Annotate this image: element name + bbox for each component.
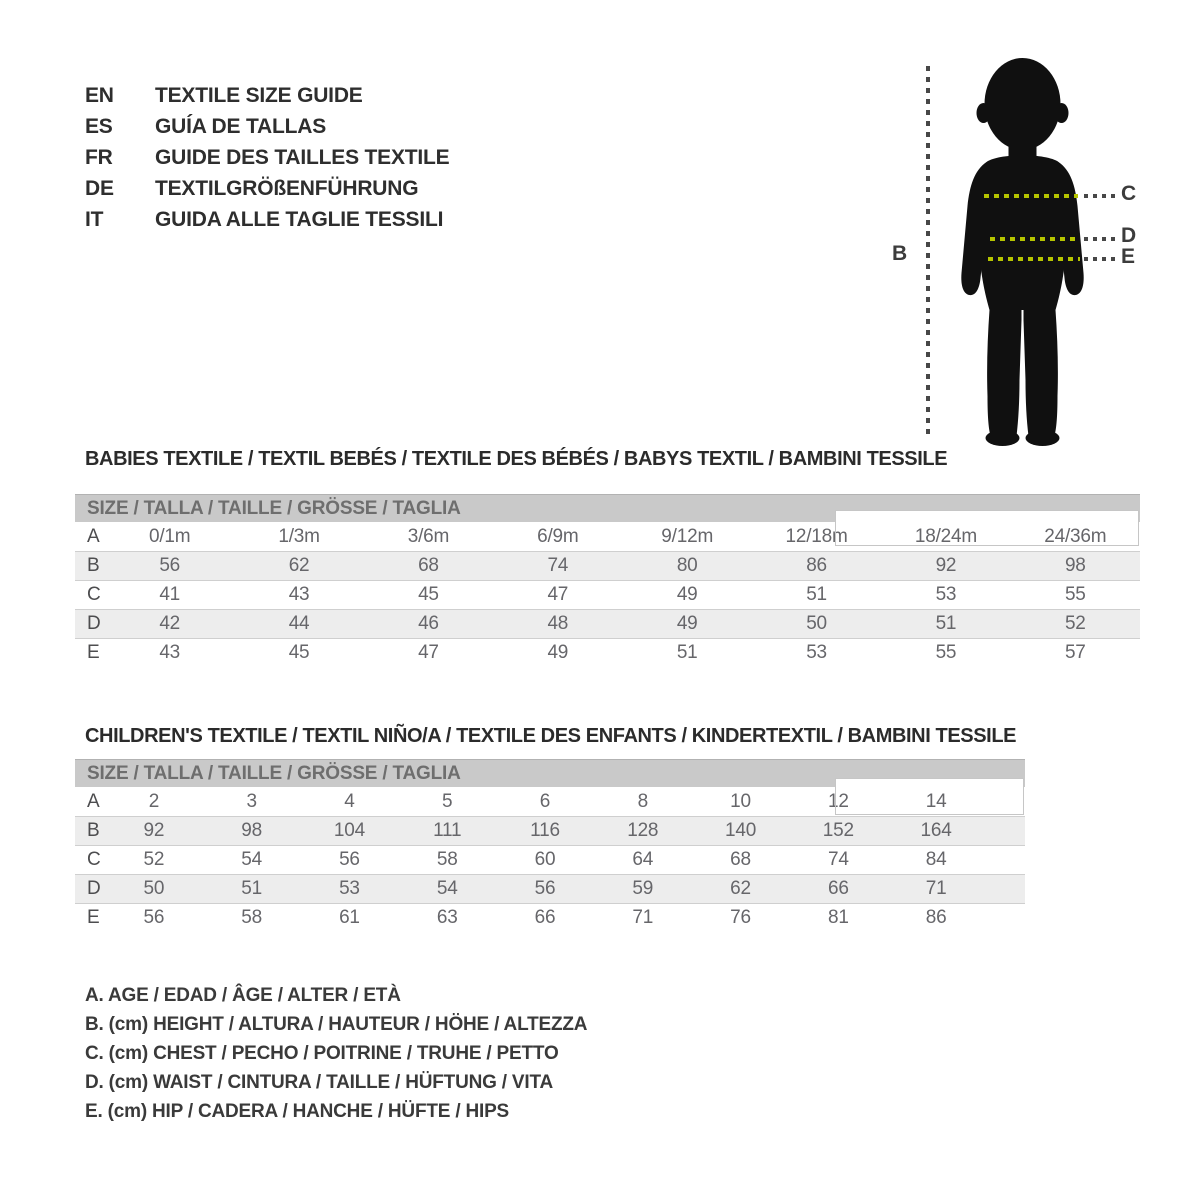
- chest-label: C: [1121, 182, 1136, 205]
- lang-title: TEXTILE SIZE GUIDE: [155, 83, 363, 107]
- row-label: E: [87, 907, 100, 928]
- legend-hip: E. (cm) HIP / CADERA / HANCHE / HÜFTE / HIPS: [85, 1101, 510, 1122]
- size-value: 58: [436, 849, 458, 870]
- size-value: 5: [442, 790, 453, 812]
- size-value: 54: [436, 878, 458, 899]
- table-row: [75, 638, 1140, 667]
- size-value: 45: [418, 584, 439, 605]
- children-section-heading: CHILDREN'S TEXTILE / TEXTIL NIÑO/A / TEXTILE DES ENFANTS / KINDERTEXTIL / BAMBINI TESSILE: [85, 725, 1017, 747]
- hip-measure-line: [988, 257, 1080, 261]
- height-dotted-line: [926, 66, 930, 434]
- size-value: 92: [143, 820, 165, 841]
- children-size-table: [75, 759, 1025, 932]
- row-label: B: [87, 555, 100, 576]
- size-value: 60: [534, 849, 556, 870]
- size-value: 6: [539, 790, 551, 812]
- size-value: 116: [530, 820, 560, 841]
- size-value: 61: [339, 907, 360, 928]
- waist-measure-line: [990, 237, 1078, 241]
- hip-connector-line: [1084, 257, 1116, 261]
- chest-connector-line: [1084, 194, 1116, 198]
- size-value: 3/6m: [407, 525, 450, 547]
- size-value: 64: [632, 849, 654, 870]
- size-value: 57: [1064, 642, 1086, 663]
- size-value: 45: [288, 642, 310, 663]
- size-value: 68: [418, 555, 439, 576]
- child-silhouette-icon: [950, 58, 1095, 448]
- measurement-figure: [0, 0, 1200, 470]
- size-value: 0/1m: [148, 525, 191, 547]
- size-value: 14: [925, 790, 947, 812]
- size-value: 104: [333, 820, 365, 841]
- table-row: [75, 845, 1025, 874]
- legend-chest: C. (cm) CHEST / PECHO / POITRINE / TRUHE / PETTO: [85, 1043, 559, 1064]
- size-value: 43: [159, 642, 181, 663]
- lang-code: FR: [85, 145, 113, 169]
- size-value: 86: [925, 907, 947, 928]
- row-label: D: [87, 878, 101, 899]
- table-row: [75, 522, 1140, 551]
- lang-title: TEXTILGRÖßENFÜHRUNG: [155, 176, 419, 200]
- size-value: 43: [288, 584, 310, 605]
- size-value: 12/18m: [785, 525, 848, 547]
- size-value: 74: [547, 555, 569, 576]
- size-value: 74: [827, 849, 849, 870]
- legend-waist: D. (cm) WAIST / CINTURA / TAILLE / HÜFTUNG / VITA: [85, 1072, 553, 1093]
- size-header-bar: SIZE / TALLA / TAILLE / GRÖSSE / TAGLIA: [75, 494, 1140, 522]
- size-value: 58: [241, 907, 263, 928]
- size-value: 55: [935, 642, 957, 663]
- size-value: 53: [806, 642, 827, 663]
- size-value: 41: [159, 584, 181, 605]
- size-value: 4: [344, 790, 355, 812]
- size-value: 66: [534, 907, 556, 928]
- size-value: 53: [339, 878, 360, 899]
- size-value: 54: [241, 849, 263, 870]
- size-value: 92: [935, 555, 957, 576]
- size-value: 59: [632, 878, 654, 899]
- size-value: 140: [724, 820, 757, 841]
- size-value: 10: [730, 790, 751, 812]
- size-value: 164: [920, 820, 952, 841]
- hip-label: E: [1121, 245, 1135, 268]
- size-value: 80: [676, 555, 698, 576]
- size-value: 152: [822, 820, 854, 841]
- table-row: [75, 580, 1140, 609]
- measurement-legend: [85, 981, 587, 1126]
- size-value: 56: [143, 907, 165, 928]
- size-value: 47: [418, 642, 439, 663]
- size-value: 63: [436, 907, 458, 928]
- table-row: [75, 874, 1025, 903]
- table-row: [75, 609, 1140, 638]
- size-value: 53: [935, 584, 957, 605]
- size-value: 1/3m: [278, 525, 320, 547]
- waist-connector-line: [1084, 237, 1116, 241]
- lang-title: GUIDE DES TAILLES TEXTILE: [155, 145, 450, 169]
- table-row: [75, 787, 1025, 816]
- lang-title: GUÍA DE TALLAS: [155, 114, 327, 138]
- size-value: 62: [288, 555, 310, 576]
- size-value: 84: [925, 849, 947, 870]
- size-value: 86: [806, 555, 827, 576]
- row-label: D: [87, 613, 101, 634]
- row-label: B: [87, 820, 100, 841]
- size-value: 49: [676, 613, 698, 634]
- size-value: 50: [143, 878, 165, 899]
- size-value: 81: [827, 907, 849, 928]
- row-label: C: [87, 584, 101, 605]
- size-value: 111: [433, 820, 462, 841]
- table-row: [75, 551, 1140, 580]
- lang-title: GUIDA ALLE TAGLIE TESSILI: [155, 207, 444, 231]
- lang-code: IT: [85, 207, 104, 231]
- size-value: 2: [148, 790, 160, 812]
- size-value: 98: [241, 820, 263, 841]
- size-value: 71: [632, 907, 654, 928]
- size-value: 71: [925, 878, 947, 899]
- table-row: [75, 816, 1025, 845]
- babies-section-heading: BABIES TEXTILE / TEXTIL BEBÉS / TEXTILE DES BÉBÉS / BABYS TEXTIL / BAMBINI TESSILE: [85, 448, 948, 470]
- size-value: 56: [339, 849, 360, 870]
- lang-code: DE: [85, 176, 114, 200]
- size-value: 51: [935, 613, 957, 634]
- size-value: 8: [637, 790, 648, 812]
- height-label: B: [892, 242, 907, 265]
- row-label: A: [87, 525, 100, 547]
- row-label: A: [87, 790, 100, 812]
- size-value: 49: [676, 584, 698, 605]
- size-value: 49: [547, 642, 569, 663]
- size-value: 51: [806, 584, 827, 605]
- size-value: 9/12m: [661, 525, 714, 547]
- size-value: 46: [418, 613, 439, 634]
- size-value: 52: [1064, 613, 1086, 634]
- lang-code: EN: [85, 83, 114, 107]
- chest-measure-line: [984, 194, 1078, 198]
- size-value: 18/24m: [914, 525, 978, 547]
- babies-table-body: [75, 522, 1140, 667]
- waist-label: D: [1121, 224, 1136, 247]
- babies-size-table: [75, 494, 1140, 667]
- size-value: 128: [627, 820, 659, 841]
- size-value: 66: [827, 878, 849, 899]
- legend-age: A. AGE / EDAD / ÂGE / ALTER / ETÀ: [85, 985, 401, 1006]
- row-label: E: [87, 642, 100, 663]
- size-value: 98: [1064, 555, 1086, 576]
- size-value: 56: [159, 555, 181, 576]
- size-header-bar: SIZE / TALLA / TAILLE / GRÖSSE / TAGLIA: [75, 759, 1025, 787]
- size-value: 55: [1064, 584, 1086, 605]
- size-value: 52: [143, 849, 165, 870]
- size-value: 51: [241, 878, 263, 899]
- legend-height: B. (cm) HEIGHT / ALTURA / HAUTEUR / HÖHE / ALTEZZA: [85, 1014, 588, 1035]
- size-value: 68: [730, 849, 751, 870]
- size-value: 48: [547, 613, 569, 634]
- size-value: 47: [547, 584, 569, 605]
- size-value: 12: [827, 790, 849, 812]
- children-table-body: [75, 787, 1025, 932]
- size-value: 44: [288, 613, 310, 634]
- lang-code: ES: [85, 114, 113, 138]
- size-value: 42: [159, 613, 181, 634]
- size-value: 76: [730, 907, 751, 928]
- size-value: 6/9m: [537, 525, 579, 547]
- table-row: [75, 903, 1025, 932]
- size-value: 24/36m: [1044, 525, 1107, 547]
- size-value: 56: [534, 878, 556, 899]
- size-value: 62: [730, 878, 751, 899]
- size-value: 3: [246, 790, 257, 812]
- row-label: C: [87, 849, 101, 870]
- size-value: 51: [676, 642, 698, 663]
- size-value: 50: [806, 613, 827, 634]
